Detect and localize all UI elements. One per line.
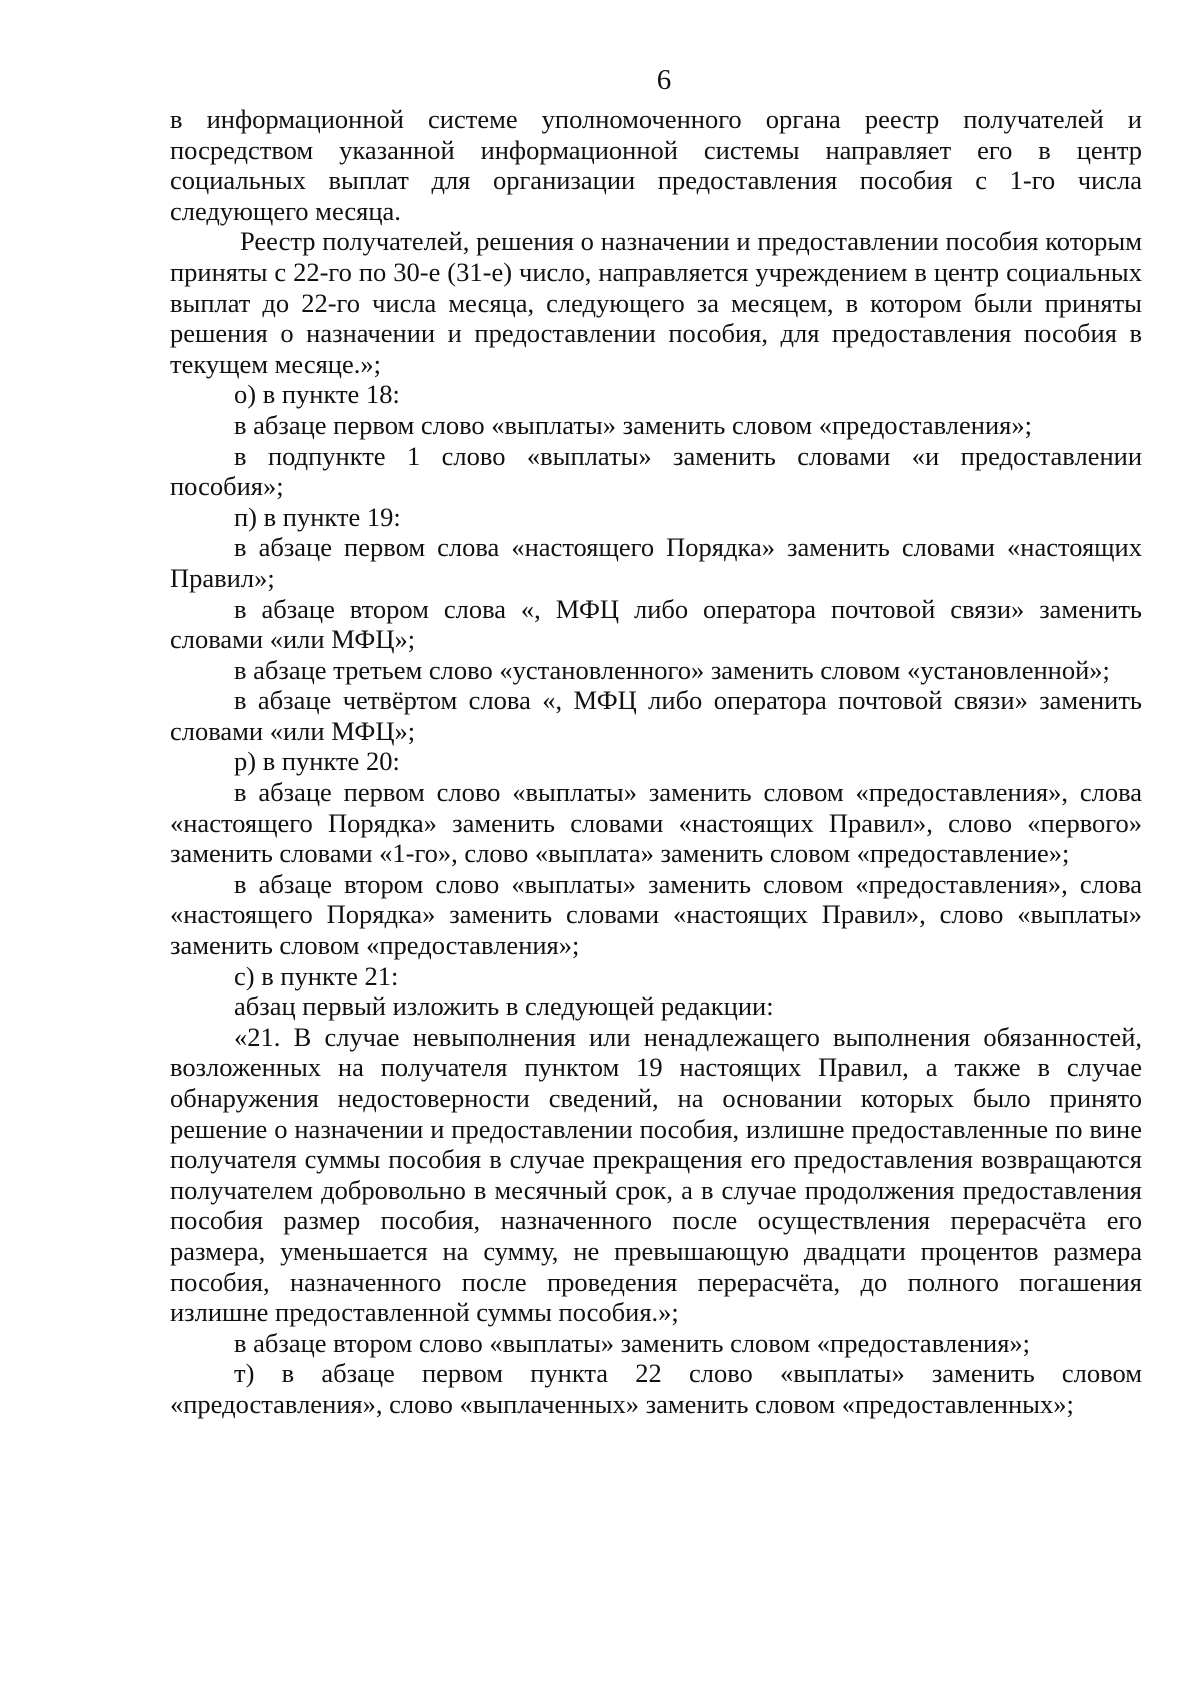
subpoint-heading: с) в пункте 21: [234,960,399,991]
quoted-clause: «21. В случае невыполнения или ненадлежащего выполнения обязанностей, возложенных на получателя пунктом 19 настоящих Правил, а также в случае обнаружения недостоверности сведений, на основании которых было принято решение о назначении и предоставлении пособия, излишне предоставленные по вине получателя суммы пособия в случае прекращения его предоставления возвращаются получателем добровольно в месячный срок, а в случае продолжения предоставления пособия размер пособия, назначенного после осуществления перерасчёта его размера, уменьшается на сумму, не превышающую двадцати процентов размера пособия, назначенного после проведения перерасчёта, до полного погашения излишне предоставленной суммы пособия.»; [170,1021,1142,1328]
subpoint-heading: п) в пункте 19: [234,501,401,532]
paragraph: в абзаце первом слово «выплаты» заменить словом «предоставления»; [234,409,1032,440]
page-number: 6 [656,64,672,96]
subpoint-heading: о) в пункте 18: [234,379,400,410]
paragraph: в информационной системе уполномоченного органа реестр получателей и посредством указанной информационной системы направляет его в центр социальных выплат для организации предоставления пособия с 1-го числа следующего месяца. [170,104,1142,226]
subpoint-heading: т) в абзаце первом пункта 22 слово «выплаты» заменить словом «предоставления», слово «выплаченных» заменить словом «предоставленных»; [170,1358,1142,1419]
paragraph: в абзаце первом слово «выплаты» заменить словом «предоставления», слова «настоящего Порядка» заменить словами «настоящих Правил», слово «первого» заменить словами «1-го», слово «выплата» заменить словом «предоставление»; [170,777,1142,869]
paragraph: Реестр получателей, решения о назначении и предоставлении пособия которым приняты с 22-го по 30-е (31-е) число, направляется учреждением в центр социальных выплат до 22-го числа месяца, следующего за месяцем, в котором были приняты решения о назначении и предоставлении пособия, для предоставления пособия в текущем месяце.»; [170,226,1142,379]
paragraph: в подпункте 1 слово «выплаты» заменить словами «и предоставлении пособия»; [170,440,1142,502]
paragraph: в абзаце третьем слово «установленного» заменить словом «установленной»; [234,654,1110,685]
paragraph: в абзаце первом слова «настоящего Порядка» заменить словами «настоящих Правил»; [170,532,1142,593]
paragraph: абзац первый изложить в следующей редакции: [234,991,774,1022]
paragraph: в абзаце втором слова «, МФЦ либо оператора почтовой связи» заменить словами «или МФЦ»; [170,593,1142,655]
paragraph: в абзаце втором слово «выплаты» заменить словом «предоставления», слова «настоящего Порядка» заменить словами «настоящих Правил», слово «выплаты» заменить словом «предоставления»; [170,868,1142,961]
subpoint-heading: р) в пункте 20: [234,746,400,777]
paragraph: в абзаце четвёртом слова «, МФЦ либо оператора почтовой связи» заменить словами «или МФЦ»; [170,685,1142,746]
paragraph: в абзаце втором слово «выплаты» заменить словом «предоставления»; [234,1327,1031,1358]
document-body [170,104,1142,1420]
